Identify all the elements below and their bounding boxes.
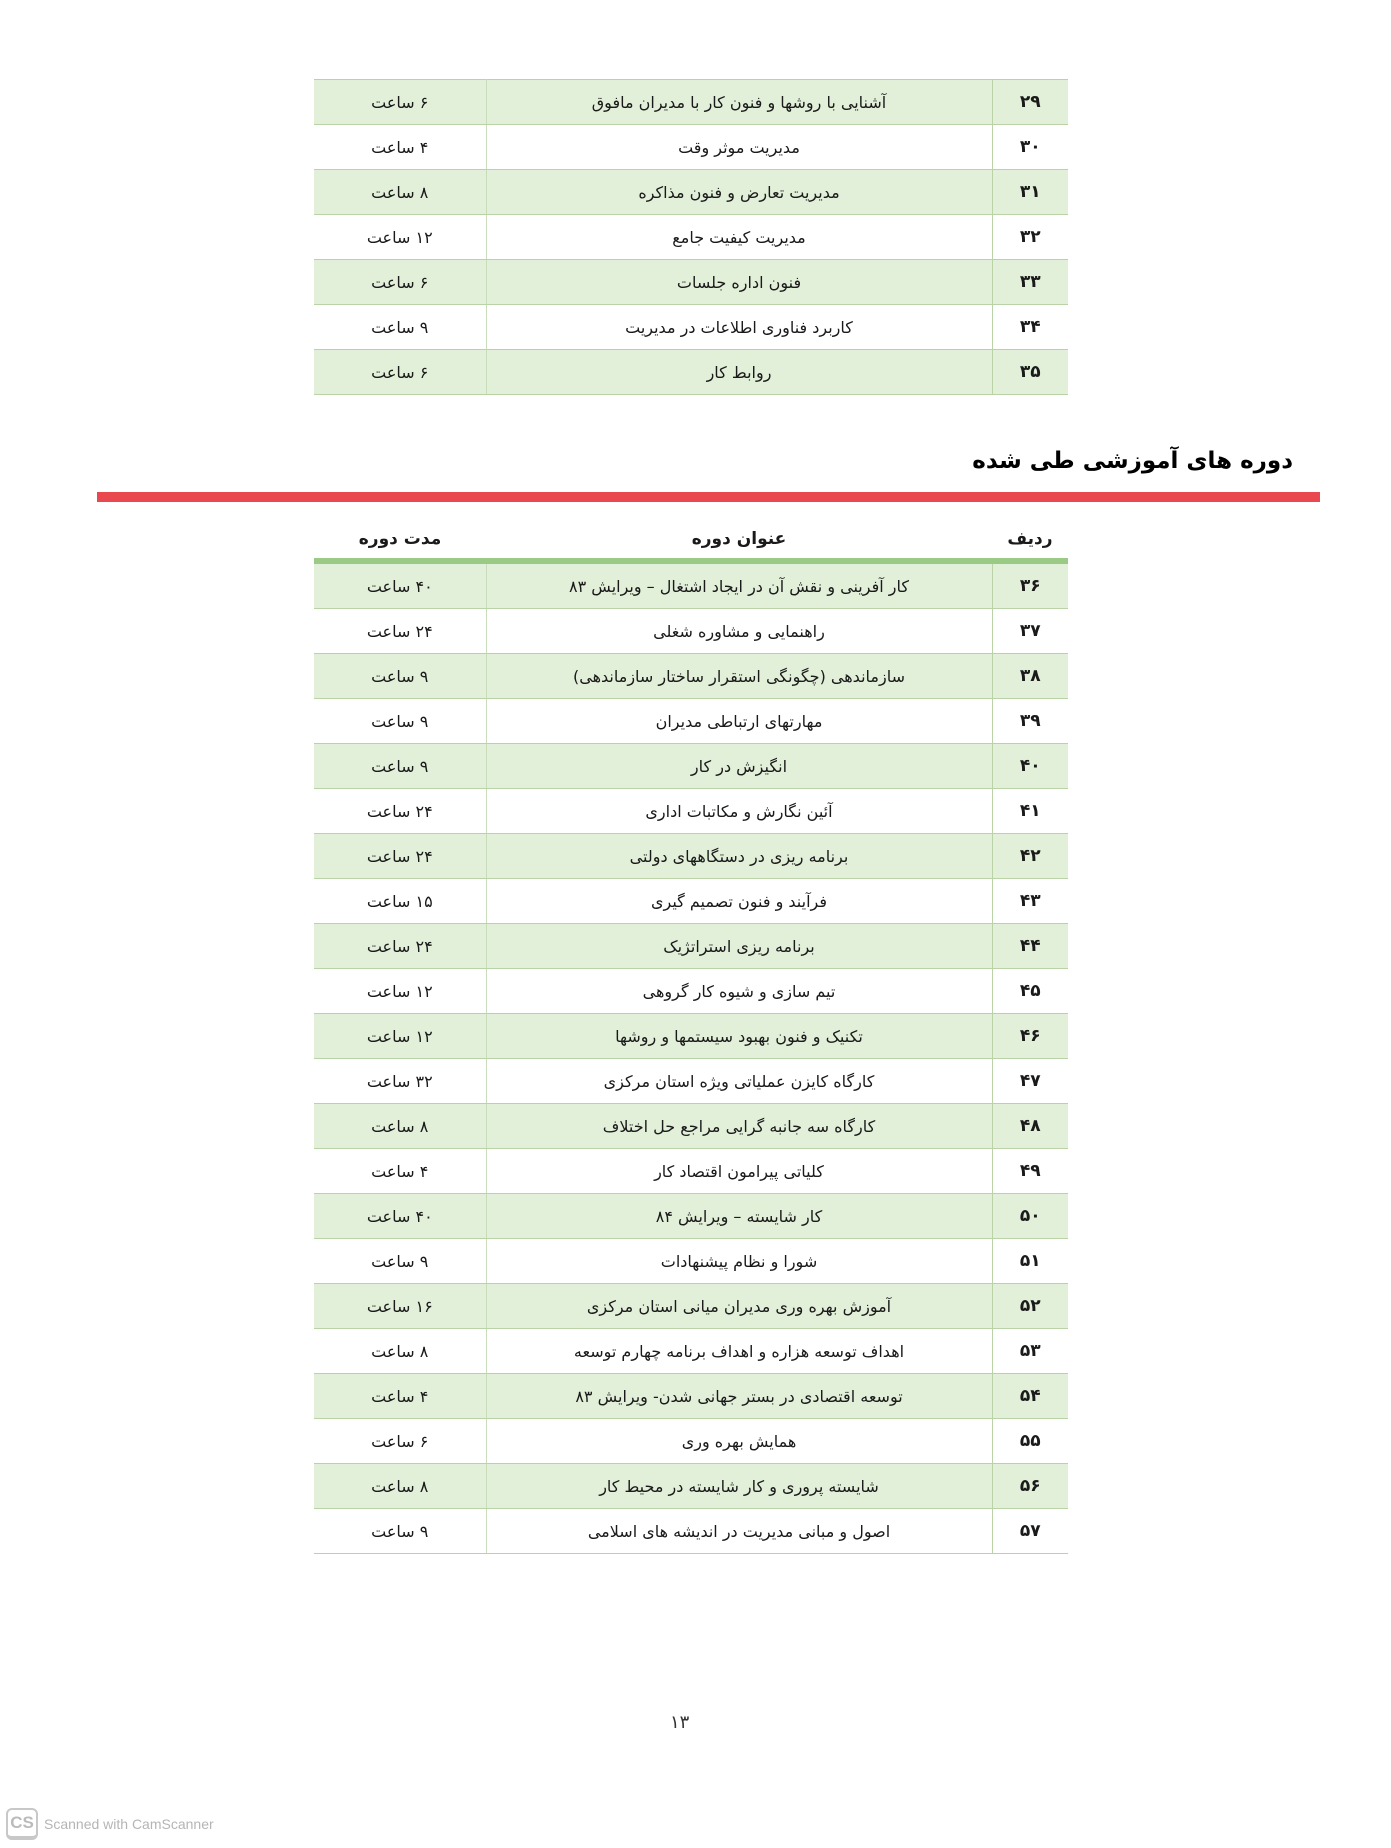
course-duration-cell: ۶ ساعت <box>314 260 486 305</box>
row-index-cell: ۴۹ <box>992 1149 1068 1194</box>
table-row <box>314 125 1068 170</box>
table-row <box>314 260 1068 305</box>
course-title-cell: شایسته پروری و کار شایسته در محیط کار <box>486 1464 992 1509</box>
row-index-cell: ۵۳ <box>992 1329 1068 1374</box>
row-index-cell: ۳۷ <box>992 609 1068 654</box>
table-row <box>314 1464 1068 1509</box>
course-duration-cell: ۹ ساعت <box>314 305 486 350</box>
row-index-cell: ۴۲ <box>992 834 1068 879</box>
course-title-cell: مدیریت تعارض و فنون مذاکره <box>486 170 992 215</box>
course-title-cell: فرآیند و فنون تصمیم گیری <box>486 879 992 924</box>
course-duration-cell: ۶ ساعت <box>314 1419 486 1464</box>
course-title-cell: کارگاه سه جانبه گرایی مراجع حل اختلاف <box>486 1104 992 1149</box>
course-title-cell: تیم سازی و شیوه کار گروهی <box>486 969 992 1014</box>
column-header-title: عنوان دوره <box>486 520 992 561</box>
course-duration-cell: ۸ ساعت <box>314 1104 486 1149</box>
table-row <box>314 1104 1068 1149</box>
course-title-cell: شورا و نظام پیشنهادات <box>486 1239 992 1284</box>
row-index-cell: ۳۴ <box>992 305 1068 350</box>
column-header-index: ردیف <box>992 520 1068 561</box>
row-index-cell: ۳۰ <box>992 125 1068 170</box>
table-row <box>314 1149 1068 1194</box>
course-title-cell: آموزش بهره وری مدیران میانی استان مرکزی <box>486 1284 992 1329</box>
table-row <box>314 609 1068 654</box>
course-duration-cell: ۲۴ ساعت <box>314 609 486 654</box>
course-title-cell: مدیریت کیفیت جامع <box>486 215 992 260</box>
row-index-cell: ۴۴ <box>992 924 1068 969</box>
table-row <box>314 170 1068 215</box>
course-duration-cell: ۹ ساعت <box>314 1239 486 1284</box>
course-duration-cell: ۲۴ ساعت <box>314 924 486 969</box>
table-row <box>314 744 1068 789</box>
camscanner-watermark <box>6 1808 214 1840</box>
completed-courses-table <box>314 520 1068 1554</box>
course-duration-cell: ۱۲ ساعت <box>314 215 486 260</box>
course-duration-cell: ۱۲ ساعت <box>314 1014 486 1059</box>
row-index-cell: ۳۱ <box>992 170 1068 215</box>
course-title-cell: راهنمایی و مشاوره شغلی <box>486 609 992 654</box>
course-title-cell: برنامه ریزی در دستگاههای دولتی <box>486 834 992 879</box>
course-title-cell: کار شایسته – ویرایش ۸۴ <box>486 1194 992 1239</box>
row-index-cell: ۳۶ <box>992 561 1068 609</box>
row-index-cell: ۴۰ <box>992 744 1068 789</box>
course-title-cell: توسعه اقتصادی در بستر جهانی شدن- ویرایش ۸۳ <box>486 1374 992 1419</box>
course-title-cell: فنون اداره جلسات <box>486 260 992 305</box>
row-index-cell: ۴۵ <box>992 969 1068 1014</box>
row-index-cell: ۵۷ <box>992 1509 1068 1554</box>
camscanner-logo-icon: CS <box>6 1808 38 1840</box>
row-index-cell: ۴۳ <box>992 879 1068 924</box>
row-index-cell: ۴۱ <box>992 789 1068 834</box>
table-row <box>314 924 1068 969</box>
course-title-cell: تکنیک و فنون بهبود سیستمها و روشها <box>486 1014 992 1059</box>
row-index-cell: ۵۵ <box>992 1419 1068 1464</box>
course-duration-cell: ۸ ساعت <box>314 1464 486 1509</box>
table-row <box>314 654 1068 699</box>
table-header-row <box>314 520 1068 561</box>
course-title-cell: آشنایی با روشها و فنون کار با مدیران مافوق <box>486 80 992 125</box>
table-row <box>314 1284 1068 1329</box>
table-row <box>314 789 1068 834</box>
section-divider-bar <box>97 492 1320 502</box>
completed-courses-table-body <box>314 561 1068 1554</box>
table-row <box>314 1059 1068 1104</box>
course-title-cell: برنامه ریزی استراتژیک <box>486 924 992 969</box>
course-duration-cell: ۱۵ ساعت <box>314 879 486 924</box>
course-title-cell: سازماندهی (چگونگی استقرار ساختار سازماندهی) <box>486 654 992 699</box>
row-index-cell: ۵۶ <box>992 1464 1068 1509</box>
course-duration-cell: ۹ ساعت <box>314 1509 486 1554</box>
course-duration-cell: ۸ ساعت <box>314 170 486 215</box>
course-title-cell: کاربرد فناوری اطلاعات در مدیریت <box>486 305 992 350</box>
row-index-cell: ۴۸ <box>992 1104 1068 1149</box>
table-row <box>314 1329 1068 1374</box>
table-row <box>314 215 1068 260</box>
course-duration-cell: ۱۶ ساعت <box>314 1284 486 1329</box>
row-index-cell: ۳۵ <box>992 350 1068 395</box>
courses-table-continued <box>314 79 1068 395</box>
table-row <box>314 80 1068 125</box>
table-row <box>314 350 1068 395</box>
row-index-cell: ۳۲ <box>992 215 1068 260</box>
course-duration-cell: ۶ ساعت <box>314 350 486 395</box>
course-title-cell: همایش بهره وری <box>486 1419 992 1464</box>
watermark-text: Scanned with CamScanner <box>44 1816 214 1832</box>
course-title-cell: آئین نگارش و مکاتبات اداری <box>486 789 992 834</box>
course-duration-cell: ۹ ساعت <box>314 699 486 744</box>
course-title-cell: کار آفرینی و نقش آن در ایجاد اشتغال – ویرایش ۸۳ <box>486 561 992 609</box>
course-title-cell: کارگاه کایزن عملیاتی ویژه استان مرکزی <box>486 1059 992 1104</box>
row-index-cell: ۲۹ <box>992 80 1068 125</box>
row-index-cell: ۵۴ <box>992 1374 1068 1419</box>
table-row <box>314 1419 1068 1464</box>
course-duration-cell: ۱۲ ساعت <box>314 969 486 1014</box>
column-header-duration: مدت دوره <box>314 520 486 561</box>
course-title-cell: روابط کار <box>486 350 992 395</box>
table-row <box>314 1194 1068 1239</box>
course-title-cell: مدیریت موثر وقت <box>486 125 992 170</box>
course-title-cell: انگیزش در کار <box>486 744 992 789</box>
course-title-cell: اصول و مبانی مدیریت در اندیشه های اسلامی <box>486 1509 992 1554</box>
table-row <box>314 969 1068 1014</box>
table-row <box>314 699 1068 744</box>
table-row <box>314 1014 1068 1059</box>
table-row <box>314 1509 1068 1554</box>
table-row <box>314 305 1068 350</box>
course-title-cell: کلیاتی پیرامون اقتصاد کار <box>486 1149 992 1194</box>
page-number: ۱۳ <box>670 1712 690 1733</box>
course-duration-cell: ۴۰ ساعت <box>314 1194 486 1239</box>
course-duration-cell: ۲۴ ساعت <box>314 789 486 834</box>
course-title-cell: مهارتهای ارتباطی مدیران <box>486 699 992 744</box>
course-duration-cell: ۹ ساعت <box>314 654 486 699</box>
row-index-cell: ۵۲ <box>992 1284 1068 1329</box>
row-index-cell: ۳۹ <box>992 699 1068 744</box>
table-row <box>314 879 1068 924</box>
course-title-cell: اهداف توسعه هزاره و اهداف برنامه چهارم توسعه <box>486 1329 992 1374</box>
table-row <box>314 834 1068 879</box>
course-duration-cell: ۳۲ ساعت <box>314 1059 486 1104</box>
course-duration-cell: ۹ ساعت <box>314 744 486 789</box>
row-index-cell: ۴۷ <box>992 1059 1068 1104</box>
course-duration-cell: ۶ ساعت <box>314 80 486 125</box>
row-index-cell: ۳۸ <box>992 654 1068 699</box>
course-duration-cell: ۸ ساعت <box>314 1329 486 1374</box>
row-index-cell: ۴۶ <box>992 1014 1068 1059</box>
courses-table-continued-body <box>314 80 1068 395</box>
section-title: دوره های آموزشی طی شده <box>972 448 1293 474</box>
course-duration-cell: ۴ ساعت <box>314 1374 486 1419</box>
course-duration-cell: ۴ ساعت <box>314 1149 486 1194</box>
course-duration-cell: ۴۰ ساعت <box>314 561 486 609</box>
course-duration-cell: ۲۴ ساعت <box>314 834 486 879</box>
row-index-cell: ۵۰ <box>992 1194 1068 1239</box>
table-row <box>314 561 1068 609</box>
table-row <box>314 1239 1068 1284</box>
course-duration-cell: ۴ ساعت <box>314 125 486 170</box>
table-row <box>314 1374 1068 1419</box>
row-index-cell: ۳۳ <box>992 260 1068 305</box>
row-index-cell: ۵۱ <box>992 1239 1068 1284</box>
